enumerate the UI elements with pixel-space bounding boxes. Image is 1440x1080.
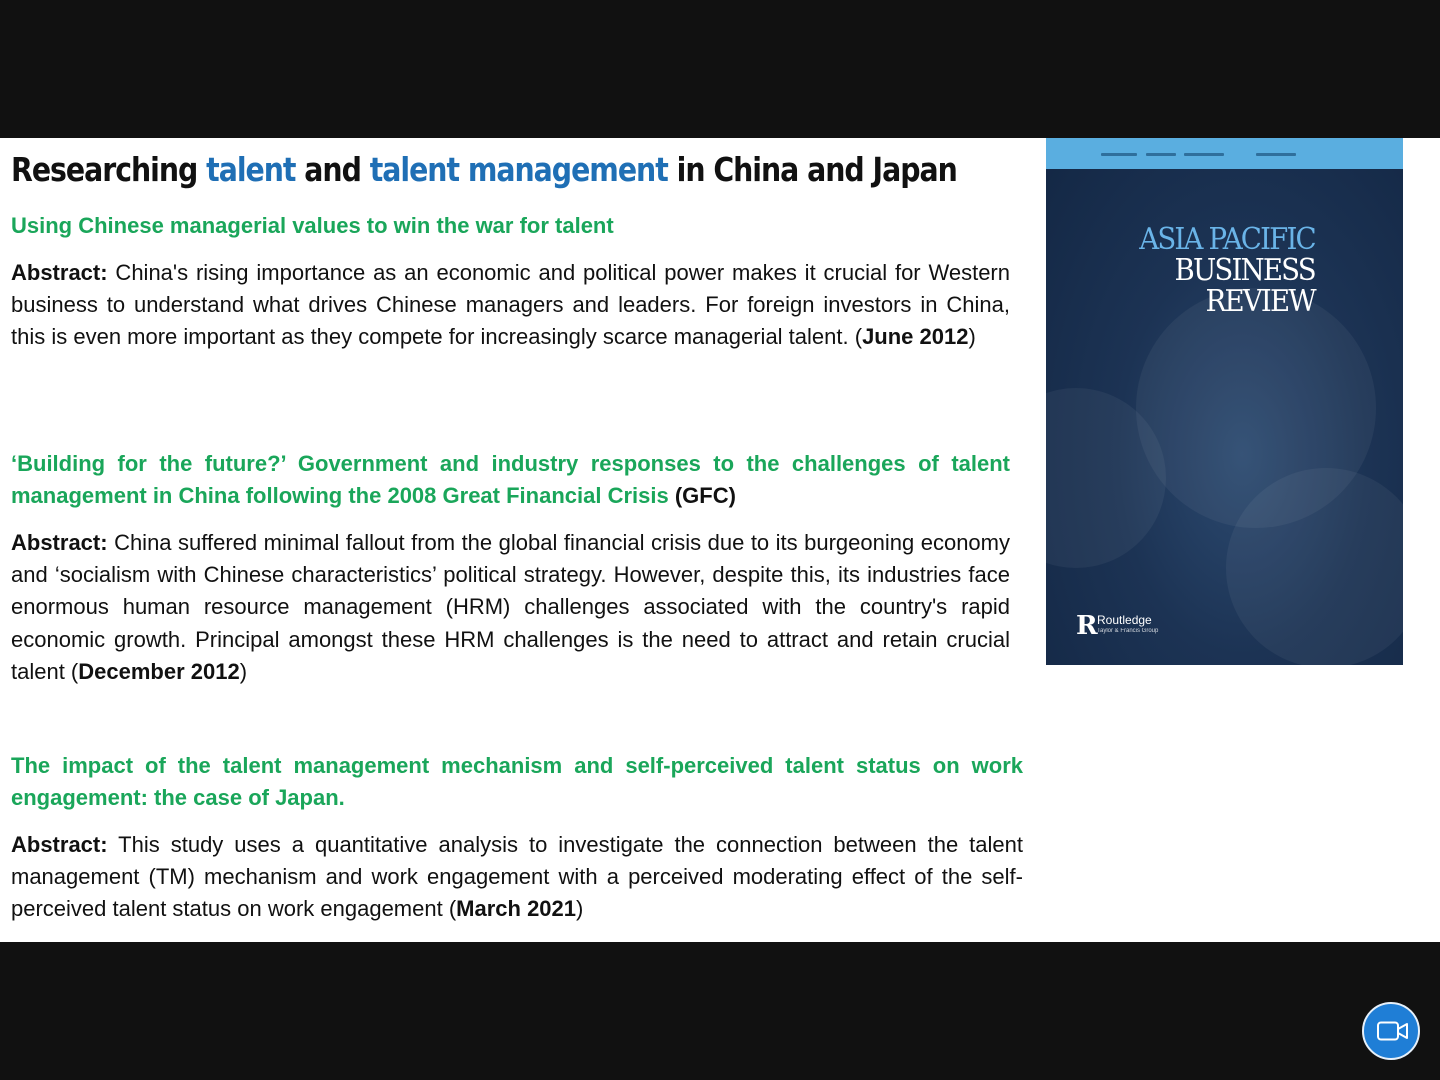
journal-cover-image xyxy=(1046,138,1403,665)
abstract-label: Abstract: xyxy=(11,530,108,555)
title-highlight: talent management xyxy=(369,150,668,189)
abstract-text: China suffered minimal fallout from the global financial crisis due to its burgeoning economy and ‘socialism with Chinese characteristics’ political strategy. However, despite this, its industries face enormous human resource management (HRM) challenges associated with the country's rapid economic growth. Principal amongst these HRM challenges is the need to attract and retain crucial talent ( xyxy=(11,530,1010,684)
abstract-close: ) xyxy=(968,324,976,350)
title-highlight: talent xyxy=(206,150,296,189)
routledge-logo-icon: R xyxy=(1076,611,1098,641)
title-part: Researching xyxy=(11,150,207,189)
slide xyxy=(0,138,1440,942)
article-title: Using Chinese managerial values to win the war for talent xyxy=(11,213,614,238)
cover-title-line: REVIEW xyxy=(1205,284,1315,319)
publication-date: December 2012 xyxy=(78,658,240,684)
publication-date: June 2012 xyxy=(862,324,969,350)
title-part: in China and Japan xyxy=(667,150,957,189)
cover-title-line: ASIA PACIFIC xyxy=(1139,222,1315,257)
cover-title-line: BUSINESS xyxy=(1174,253,1315,288)
publisher-subtitle: Taylor & Francis Group xyxy=(1097,628,1159,634)
abstract-text: China's rising importance as an economic and political power makes it crucial for Western business to understand what drives Chinese managers and leaders. For foreign investors in China, this is even more important as they compete for increasingly scarce managerial talent. ( xyxy=(11,260,1010,350)
abstract-label: Abstract: xyxy=(11,832,108,857)
cover-title xyxy=(1124,224,1315,317)
article-title: The impact of the talent management mechanism and self-perceived talent status on work engagement: the case of Japan. xyxy=(11,753,1023,810)
publication-date: March 2021 xyxy=(456,896,577,922)
abstract-label: Abstract: xyxy=(11,260,108,285)
article-abstract xyxy=(11,829,1023,929)
slide-title xyxy=(11,150,957,189)
camera-toggle-button[interactable] xyxy=(1362,1002,1420,1060)
title-part: and xyxy=(295,150,370,189)
video-camera-icon xyxy=(1377,1021,1409,1041)
article-abstract xyxy=(11,257,1010,387)
abstract-close: ) xyxy=(239,658,248,684)
article-title-suffix: (GFC) xyxy=(668,483,736,508)
abstract-text: This study uses a quantitative analysis to investigate the connection between the talent management (TM) mechanism and work engagement with a perceived moderating effect of the self-perceived talent status on work engagement ( xyxy=(11,832,1023,922)
article-title xyxy=(11,448,1010,512)
cover-header-strip xyxy=(1046,138,1403,169)
article-title-text: ‘Building for the future?’ Government and industry responses to the challenges of talent management in China following the 2008 Great Financial Crisis xyxy=(11,451,1010,508)
publisher-name: Routledge xyxy=(1097,613,1152,627)
article-abstract xyxy=(11,527,1010,689)
abstract-close: ) xyxy=(576,896,584,922)
